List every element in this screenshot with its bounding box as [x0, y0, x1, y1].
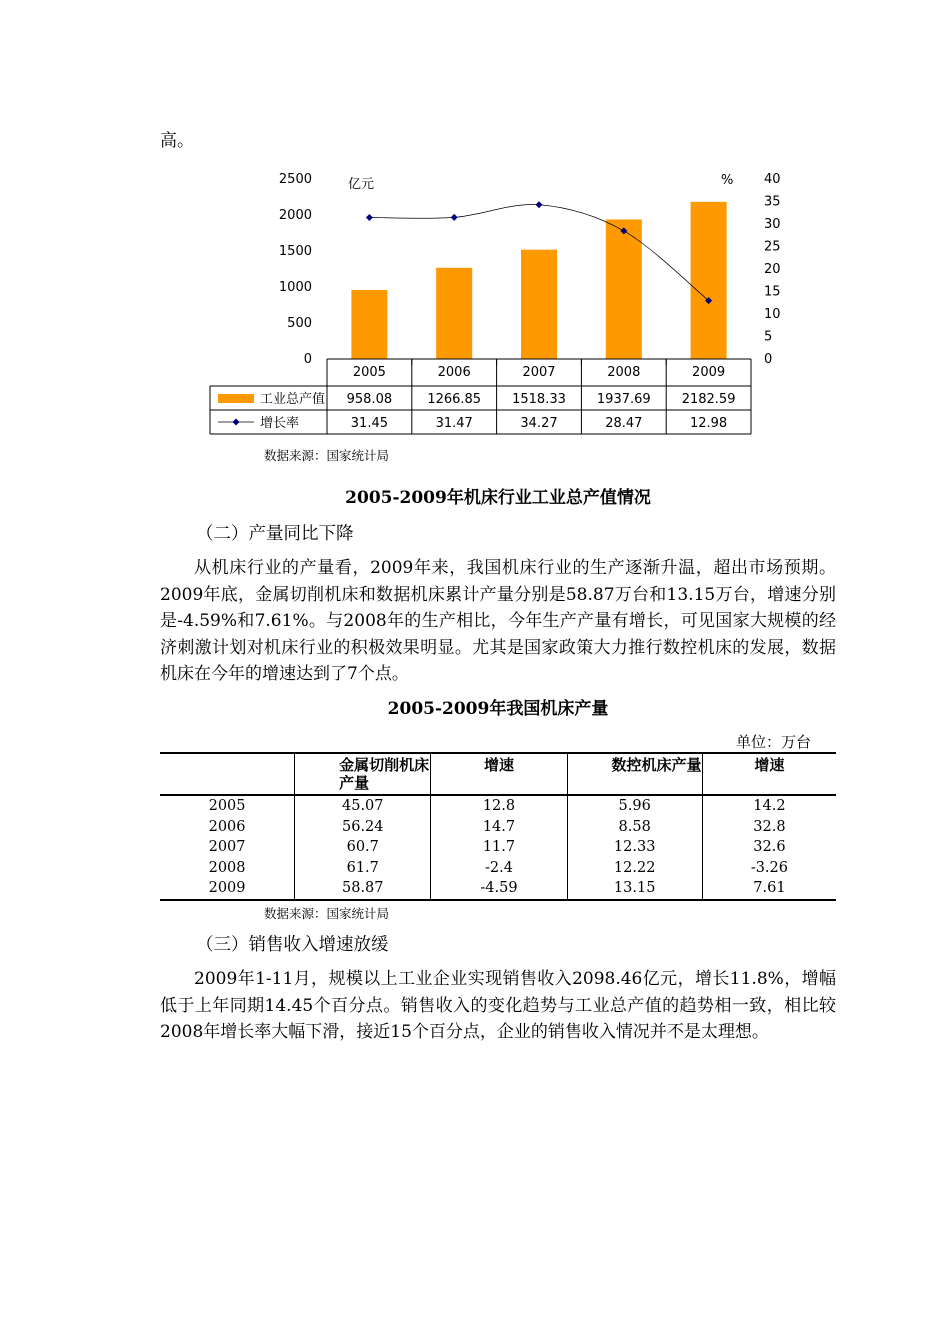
growth-point [536, 201, 543, 208]
table-cell: 58.87 [295, 878, 431, 900]
table-row [160, 858, 836, 879]
bar [606, 219, 642, 359]
table-row [160, 837, 836, 858]
section3-heading: （三）销售收入增速放缓 [196, 935, 389, 955]
table-value-line: 31.47 [435, 416, 473, 431]
table-cell: -3.26 [702, 858, 836, 879]
table-row [160, 795, 836, 817]
table-cell: 13.15 [567, 878, 702, 900]
right-tick-label: 5 [764, 329, 773, 345]
legend-line-marker [233, 419, 240, 426]
table-cell: 60.7 [295, 837, 431, 858]
right-tick-label: 10 [764, 307, 781, 322]
x-tick-label: 2007 [522, 365, 556, 380]
table-value-bar: 1266.85 [427, 392, 482, 407]
table-cell: 2005 [208, 798, 246, 815]
bar [351, 290, 387, 359]
x-tick-label: 2008 [607, 365, 641, 380]
section3-paragraph: 2009年1-11月，规模以上工业企业实现销售收入2098.46亿元，增长11.8%，增幅低于上年同期14.45个百分点。销售收入的变化趋势与工业总产值的趋势相一致，相比较2008年增长率大幅下滑，接近15个百分点，企业的销售收入情况并不是太理想。 [160, 969, 836, 1042]
table-caption: 2005-2009年我国机床产量 [387, 699, 609, 719]
header-metal-cutting: 金属切削机床产量 [295, 753, 431, 795]
left-tick-label: 2000 [278, 208, 312, 223]
table-value-bar: 958.08 [346, 392, 393, 407]
table-cell: 14.7 [431, 817, 567, 838]
table-cell: 12.22 [567, 858, 702, 879]
left-tick-label: 1000 [278, 280, 312, 295]
table-cell: 5.96 [567, 795, 702, 817]
table-cell: 32.6 [702, 837, 836, 858]
chart-caption: 2005-2009年机床行业工业总产值情况 [345, 488, 651, 508]
right-tick-label: 40 [764, 172, 781, 187]
table-cell: 2007 [208, 839, 246, 856]
table-value-bar: 2182.59 [681, 392, 736, 407]
intro-text: 高。 [160, 131, 194, 151]
header-growth-1: 增速 [431, 753, 567, 795]
x-tick-label: 2009 [692, 365, 726, 380]
section2-heading: （二）产量同比下降 [196, 524, 354, 544]
left-axis-unit: 亿元 [348, 177, 375, 192]
table-cell: 11.7 [431, 837, 567, 858]
table-cell: 8.58 [567, 817, 702, 838]
table-cell: -2.4 [431, 858, 567, 879]
bar [691, 202, 727, 359]
legend-line-label: 增长率 [260, 416, 300, 431]
chart-source: 数据来源：国家统计局 [264, 448, 390, 463]
right-tick-label: 0 [764, 352, 773, 367]
table-value-line: 34.27 [520, 416, 558, 431]
table-value-line: 31.45 [350, 416, 389, 431]
table-value-bar: 1937.69 [596, 392, 651, 407]
left-tick-label: 1500 [278, 244, 312, 259]
table-cell: 61.7 [295, 858, 431, 879]
right-axis-unit: % [721, 173, 734, 188]
table-row [160, 817, 836, 838]
x-tick-label: 2006 [437, 365, 471, 380]
header-cnc: 数控机床产量 [567, 753, 702, 795]
x-tick-label: 2005 [352, 365, 386, 380]
right-tick-label: 25 [764, 239, 781, 255]
table-source: 数据来源：国家统计局 [264, 906, 390, 921]
header-year [160, 753, 295, 795]
right-tick-label: 30 [764, 217, 781, 232]
growth-point [366, 214, 373, 221]
table-value-line: 28.47 [605, 416, 643, 431]
table-cell: 14.2 [702, 795, 836, 817]
output-growth-chart [200, 165, 800, 440]
production-table [160, 752, 836, 901]
table-cell: 45.07 [295, 795, 431, 817]
right-tick-label: 15 [764, 284, 781, 300]
table-header-row [160, 753, 836, 795]
legend-bar-label: 工业总产值 [260, 392, 326, 407]
left-tick-label: 2500 [278, 172, 312, 187]
header-growth-2: 增速 [702, 753, 836, 795]
table-cell: 12.8 [431, 795, 567, 817]
table-cell: 2008 [208, 859, 246, 876]
table-cell: 7.61 [702, 878, 836, 900]
bar [521, 250, 557, 359]
table-value-bar: 1518.33 [512, 392, 566, 407]
left-tick-label: 500 [287, 316, 312, 331]
table-cell: 32.8 [702, 817, 836, 838]
legend-bar-swatch [218, 394, 254, 403]
table-cell: 12.33 [567, 837, 702, 858]
growth-point [451, 214, 458, 221]
table-cell: -4.59 [431, 878, 567, 900]
table-unit: 单位：万台 [736, 733, 812, 751]
table-cell: 2009 [160, 878, 295, 900]
table-value-line: 12.98 [689, 416, 728, 431]
left-tick-label: 0 [303, 352, 312, 367]
table-cell: 2006 [208, 818, 246, 835]
table-cell: 56.24 [295, 817, 431, 838]
right-tick-label: 20 [764, 262, 781, 277]
table-row [160, 878, 836, 900]
section2-paragraph: 从机床行业的产量看，2009年来，我国机床行业的生产逐渐升温，超出市场预期。2009年底，金属切削机床和数据机床累计产量分别是58.87万台和13.15万台，增速分别是-4.59%和7.61%。与2008年的生产相比，今年生产产量有增长，可见国家大规模的经济刺激计划对机床行业的积极效果明显。尤其是国家政策大力推行数控机床的发展，数据机床在今年的增速达到了7个点。 [160, 558, 836, 684]
bar [436, 268, 472, 359]
right-tick-label: 35 [764, 194, 781, 210]
